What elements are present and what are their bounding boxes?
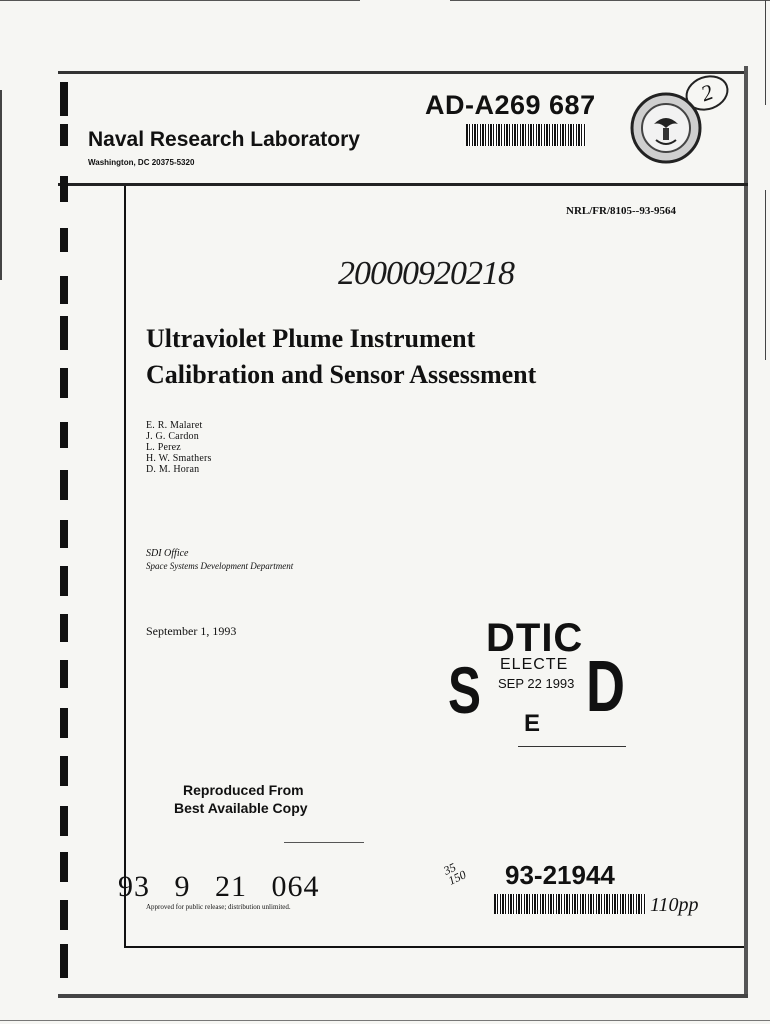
margin-tick (60, 368, 68, 398)
report-title-line1: Ultraviolet Plume Instrument (146, 324, 476, 353)
handwritten-page-count: 110pp (650, 894, 699, 916)
org-name: Naval Research Laboratory (88, 128, 360, 151)
margin-tick (60, 316, 68, 350)
margin-tick (60, 82, 68, 116)
margin-tick (60, 756, 68, 786)
margin-tick (60, 566, 68, 596)
margin-tick (60, 422, 68, 448)
notice-rule (284, 842, 364, 843)
report-title-line2: Calibration and Sensor Assessment (146, 360, 537, 389)
report-number: NRL/FR/8105--93-9564 (566, 205, 676, 217)
margin-tick (60, 806, 68, 836)
dtic-stamp-date: SEP 22 1993 (498, 676, 575, 691)
author: H. W. Smathers (146, 453, 212, 464)
inner-bottom-rule (124, 946, 744, 948)
office: SDI Office (146, 548, 189, 559)
author-list (146, 420, 212, 475)
author: J. G. Cardon (146, 431, 199, 442)
accession-date-number: 93 9 21 064 (118, 870, 320, 903)
accession-number: AD-A269 687 (425, 90, 596, 120)
control-number: 93-21944 (505, 860, 615, 890)
margin-tick (60, 614, 68, 642)
margin-tick (60, 708, 68, 738)
dtic-letter-s: S (448, 653, 482, 727)
report-date: September 1, 1993 (146, 624, 237, 638)
org-address: Washington, DC 20375-5320 (88, 158, 195, 167)
inner-left-rule (124, 186, 126, 948)
margin-tick (60, 944, 68, 978)
dtic-title: DTIC (486, 616, 584, 660)
margin-tick (60, 660, 68, 688)
control-barcode (494, 894, 646, 914)
handwritten-code-small: 35 150 (441, 859, 469, 888)
distribution-statement: Approved for public release; distribution unlimited. (146, 903, 291, 911)
margin-tick (60, 520, 68, 548)
margin-tick (60, 900, 68, 930)
author: D. M. Horan (146, 464, 200, 475)
margin-tick (60, 176, 68, 202)
dtic-letter-e: E (524, 710, 541, 737)
handwritten-number: 2 (681, 70, 734, 117)
dtic-letter-d: D (586, 647, 625, 727)
reproduced-notice-line2: Best Available Copy (174, 800, 308, 816)
author: E. R. Malaret (146, 420, 203, 431)
reproduced-notice-line1: Reproduced From (183, 782, 304, 798)
dtic-stamp (448, 616, 638, 756)
margin-tick (60, 276, 68, 304)
margin-tick (60, 124, 68, 146)
accession-barcode (466, 124, 586, 146)
stamp-rule (518, 746, 626, 747)
dtic-status: ELECTE (500, 656, 569, 673)
author: L. Perez (146, 442, 181, 453)
department: Space Systems Development Department (146, 561, 294, 571)
handwritten-date-code: 20000920218 (338, 255, 514, 292)
margin-tick (60, 228, 68, 252)
right-border (744, 66, 748, 996)
margin-tick (60, 470, 68, 500)
top-border (58, 71, 748, 74)
header-rule (58, 183, 748, 186)
bottom-border (58, 994, 748, 998)
margin-tick (60, 852, 68, 882)
